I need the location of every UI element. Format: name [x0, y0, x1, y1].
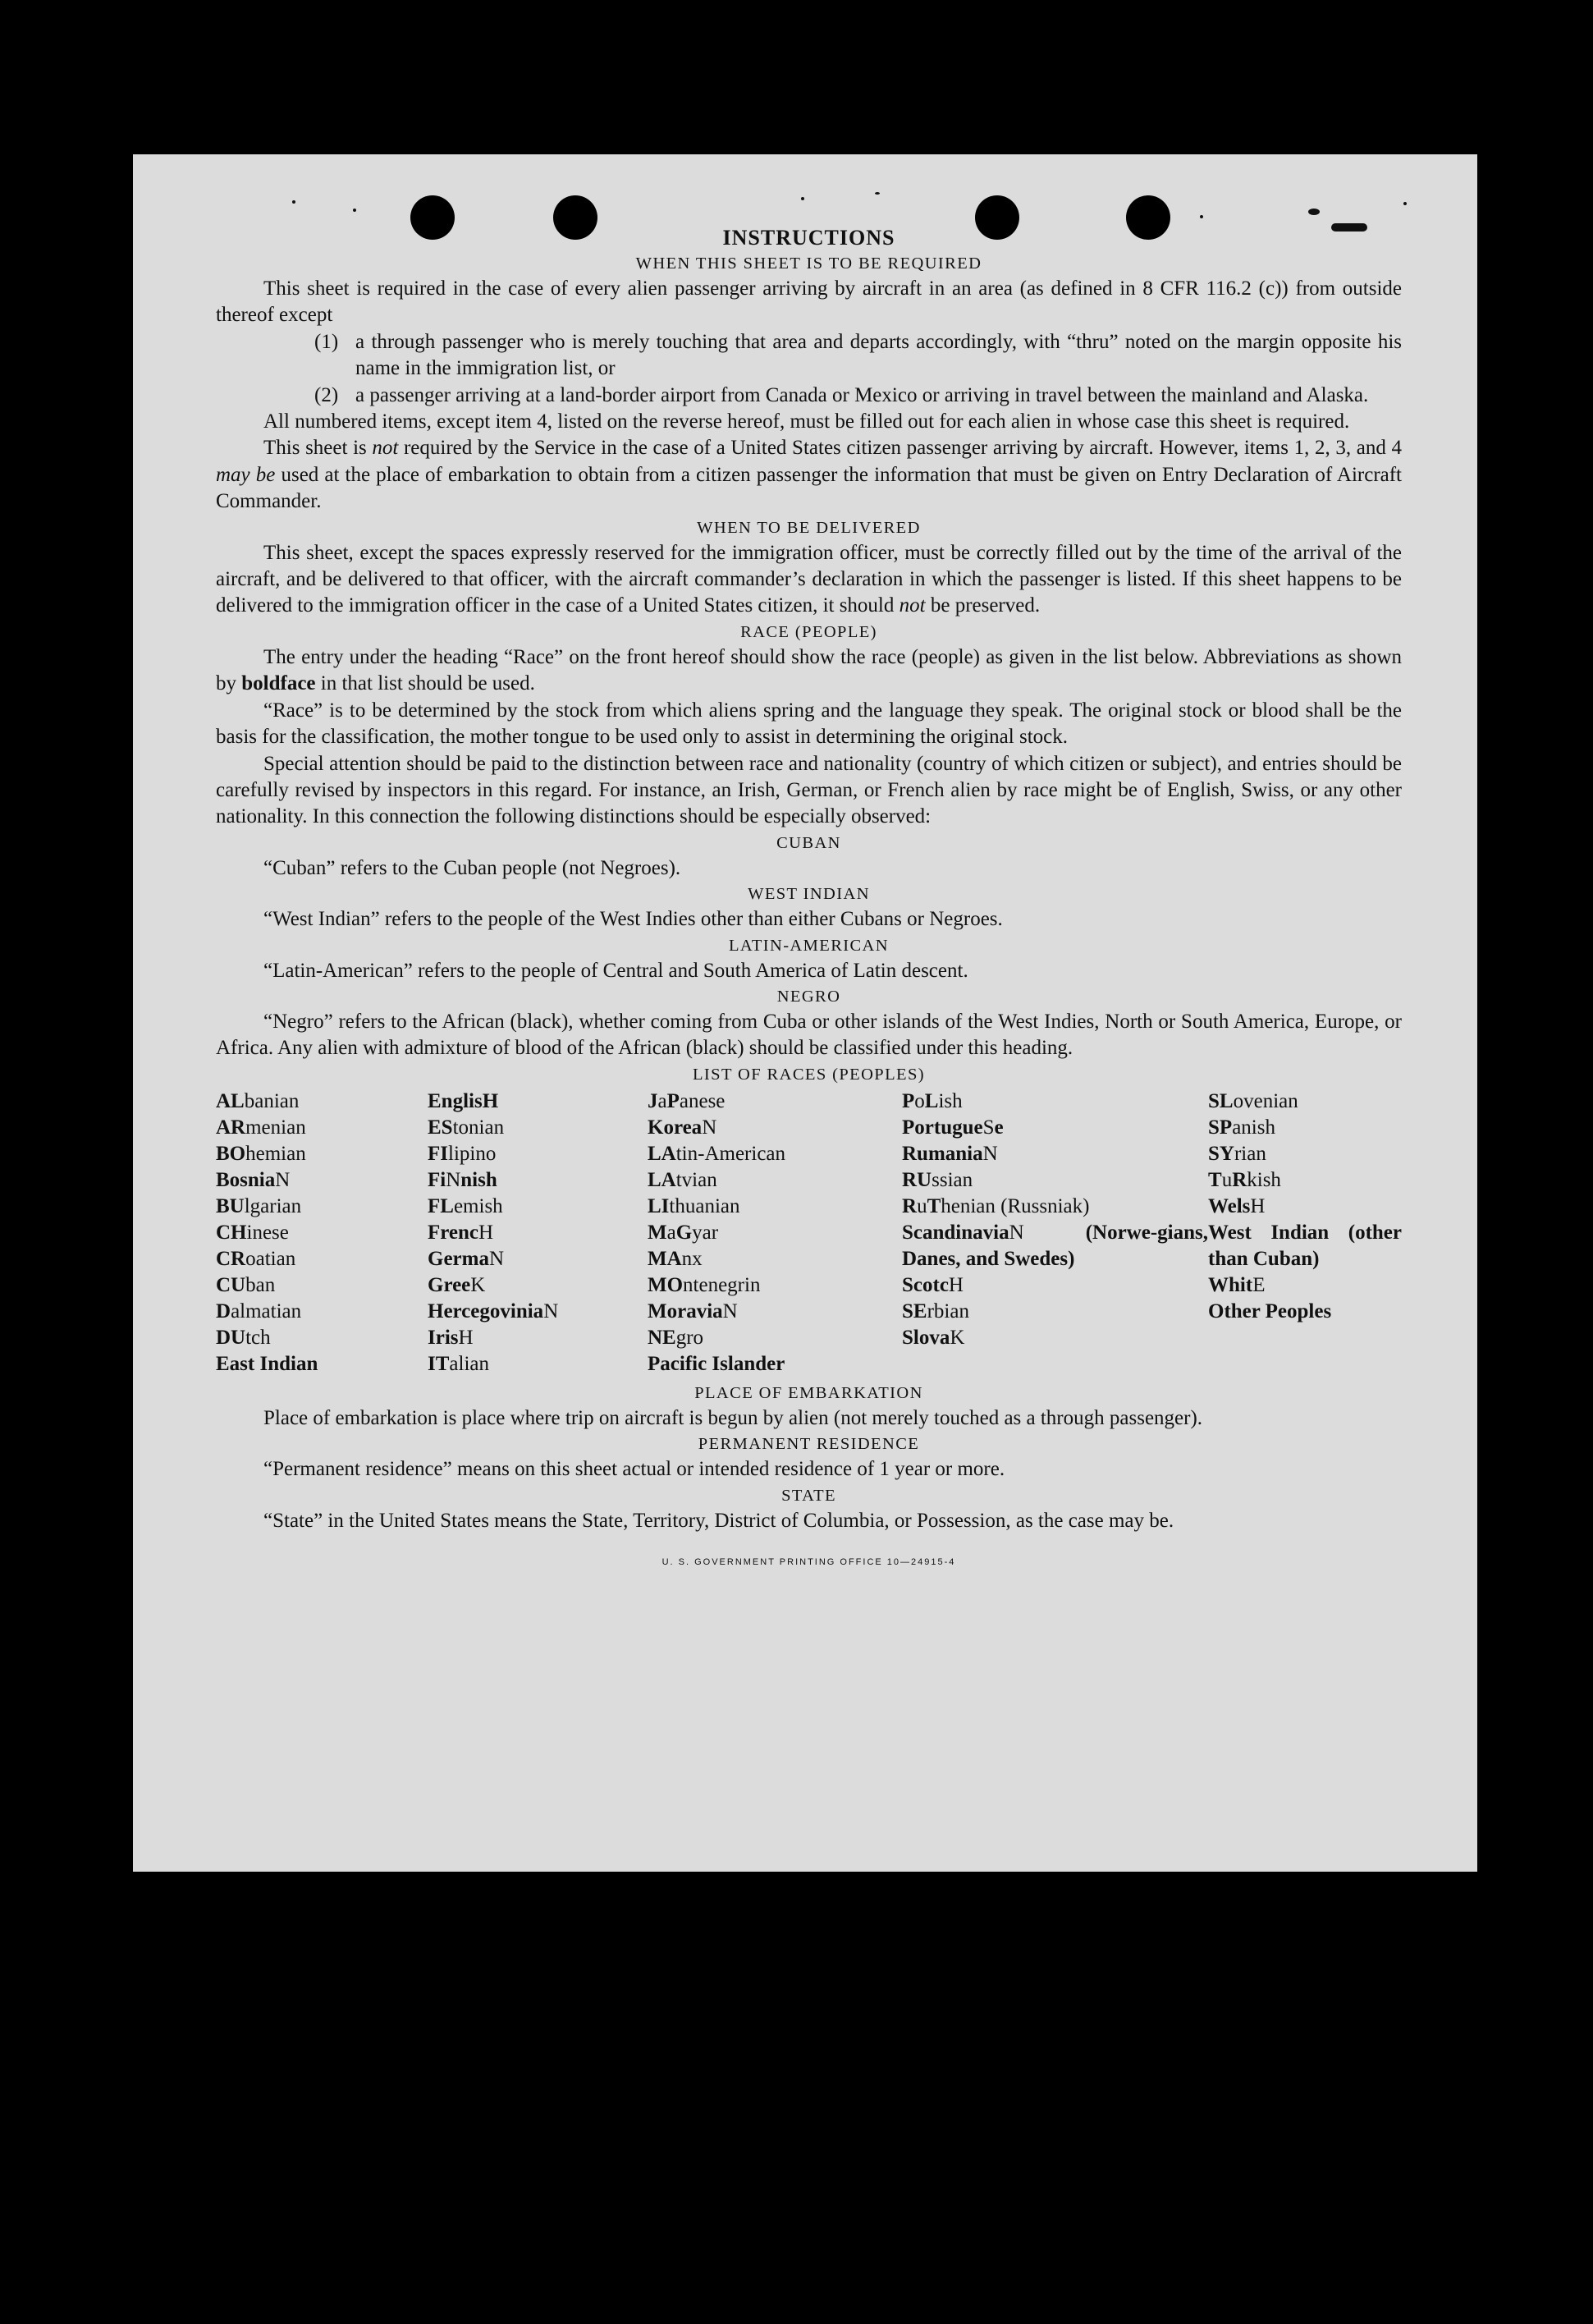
race-item: GreeK	[428, 1273, 486, 1296]
ink-speck	[1308, 209, 1320, 215]
paragraph: All numbered items, except item 4, listed on the reverse hereof, must be filled out for each alien in whose case this sheet is required.	[263, 410, 1350, 433]
paragraph: “Latin-American” refers to the people of Central and South America of Latin descent.	[263, 959, 968, 982]
section-heading: CUBAN	[776, 833, 841, 852]
race-item: MaGyar	[648, 1221, 719, 1244]
ink-speck	[1403, 202, 1407, 205]
race-item: FIlipino	[428, 1142, 497, 1165]
race-item: HercegoviniaN	[428, 1300, 559, 1322]
race-item: RumaniaN	[902, 1142, 998, 1165]
paragraph: This sheet, except the spaces expressly reserved for the immigration officer, must be correctly filled out by the time of the arrival of the aircraft, and be delivered to that officer, with the aircraft commander’s declaration in which the passenger is listed. If this sheet happens to be delivered to the immigration officer in the case of a United States citizen, it should not be preserved.	[216, 541, 1402, 617]
race-column	[216, 1089, 428, 1377]
section-heading: STATE	[781, 1486, 836, 1505]
race-item: SErbian	[902, 1300, 969, 1322]
list-text: a through passenger who is merely touching that area and departs accordingly, with “thru” noted on the margin opposite his name in the immigration list, or	[355, 330, 1402, 380]
section-heading: NEGRO	[776, 987, 841, 1006]
race-item: Pacific Islander	[648, 1352, 785, 1375]
race-item: GermaN	[428, 1247, 505, 1270]
race-item: RUssian	[902, 1168, 973, 1191]
race-item: East Indian	[216, 1352, 318, 1375]
race-item: Dalmatian	[216, 1300, 302, 1322]
list-number: (1)	[314, 330, 339, 353]
section-heading: LIST OF RACES (PEOPLES)	[693, 1065, 925, 1084]
section-heading: PERMANENT RESIDENCE	[698, 1435, 920, 1454]
race-item: LAtvian	[648, 1168, 717, 1191]
race-column	[428, 1089, 648, 1377]
ink-speck	[875, 192, 880, 195]
race-item: NEgro	[648, 1326, 704, 1349]
paragraph: “Cuban” refers to the Cuban people (not Negroes).	[263, 856, 681, 879]
race-item: IrisH	[428, 1326, 474, 1349]
race-item: FLemish	[428, 1194, 503, 1217]
paragraph: This sheet is required in the case of every alien passenger arriving by aircraft in an area (as defined in 8 CFR 116.2 (c)) from outside thereof except	[216, 277, 1402, 327]
ink-speck	[801, 197, 804, 200]
race-column	[902, 1089, 1208, 1377]
race-item: LAtin-American	[648, 1142, 786, 1165]
race-item: TuRkish	[1208, 1168, 1281, 1191]
race-item: WhitE	[1208, 1273, 1266, 1296]
race-item: JaPanese	[648, 1089, 726, 1112]
paragraph: “State” in the United States means the State, Territory, District of Columbia, or Possession, as the case may be.	[263, 1509, 1174, 1532]
race-item: BOhemian	[216, 1142, 306, 1165]
paragraph: The entry under the heading “Race” on the front hereof should show the race (people) as given in the list below. Abbreviations as shown by boldface in that list should be used.	[216, 645, 1402, 695]
race-item: EnglisH	[428, 1089, 499, 1112]
section-heading: LATIN-AMERICAN	[729, 936, 889, 955]
race-column	[1208, 1089, 1402, 1377]
paragraph: “Permanent residence” means on this sheet actual or intended residence of 1 year or more.	[263, 1458, 1005, 1481]
race-item: ALbanian	[216, 1089, 300, 1112]
page-title: INSTRUCTIONS	[722, 226, 895, 250]
race-column	[648, 1089, 902, 1377]
paragraph: Place of embarkation is place where trip on aircraft is begun by alien (not merely touched as a through passenger).	[263, 1406, 1203, 1429]
race-item: CRoatian	[216, 1247, 296, 1270]
printer-imprint: U. S. GOVERNMENT PRINTING OFFICE 10—24915-4	[661, 1556, 956, 1567]
race-item: CUban	[216, 1273, 276, 1296]
race-item: FiNnish	[428, 1168, 497, 1191]
section-heading: WHEN THIS SHEET IS TO BE REQUIRED	[635, 254, 982, 273]
race-item: MoraviaN	[648, 1300, 738, 1322]
race-item: RuThenian (Russniak)	[902, 1194, 1090, 1217]
paragraph: Special attention should be paid to the distinction between race and nationality (country of which citizen or subject), and entries should be carefully revised by inspectors in this regard. For instance, an Irish, German, or French alien by race might be of English, Swiss, or any other nationality. In this connection the following distinctions should be especially observed:	[216, 752, 1402, 828]
race-item: SLovenian	[1208, 1089, 1298, 1112]
list-text: a passenger arriving at a land-border airport from Canada or Mexico or arriving in travel between the mainland and Alaska.	[355, 383, 1369, 406]
race-item: FrencH	[428, 1221, 494, 1244]
race-item: EStonian	[428, 1116, 505, 1139]
ink-speck	[292, 200, 295, 204]
race-list	[216, 1089, 1402, 1377]
race-item: WelsH	[1208, 1194, 1266, 1217]
race-item: SlovaK	[902, 1326, 965, 1349]
section-heading: PLACE OF EMBARKATION	[694, 1383, 923, 1402]
race-item: PoLish	[902, 1089, 963, 1112]
paragraph: “Negro” refers to the African (black), whether coming from Cuba or other islands of the West Indies, North or South America, Europe, or Africa. Any alien with admixture of blood of the African (black) should be classified under this heading.	[216, 1010, 1402, 1060]
race-item: ARmenian	[216, 1116, 306, 1139]
race-item: BosniaN	[216, 1168, 291, 1191]
paragraph: “West Indian” refers to the people of the West Indies other than either Cubans or Negroes.	[263, 908, 1003, 931]
race-item: SPanish	[1208, 1116, 1275, 1139]
race-item: KoreaN	[648, 1116, 717, 1139]
race-item: MAnx	[648, 1247, 703, 1270]
section-heading: RACE (PEOPLE)	[740, 622, 877, 641]
race-item: CHinese	[216, 1221, 289, 1244]
paragraph: This sheet is not required by the Service in the case of a United States citizen passenger arriving by aircraft. However, items 1, 2, 3, and 4 may be used at the place of embarkation to obtain from a citizen passenger the information that must be given on Entry Declaration of Aircraft Commander.	[216, 437, 1403, 513]
ink-speck	[1200, 215, 1203, 218]
race-item: Other Peoples	[1208, 1300, 1332, 1322]
race-item: ScandinaviaN (Norwe-gians, Danes, and Swedes)	[902, 1221, 1208, 1270]
document-page	[133, 154, 1477, 1872]
race-item: DUtch	[216, 1326, 271, 1349]
paragraph: “Race” is to be determined by the stock from which aliens spring and the language they speak. The original stock or blood shall be the basis for the classification, the mother tongue to be used only to assist in determining the original stock.	[216, 699, 1402, 749]
section-heading: WHEN TO BE DELIVERED	[697, 518, 921, 537]
instructions-body	[216, 220, 1402, 1575]
race-item: LIthuanian	[648, 1194, 740, 1217]
section-heading: WEST INDIAN	[748, 885, 870, 904]
race-item: SYrian	[1208, 1142, 1266, 1165]
race-item: BUlgarian	[216, 1194, 302, 1217]
list-item	[216, 383, 1402, 409]
race-item: ScotcH	[902, 1273, 964, 1296]
list-number: (2)	[314, 383, 339, 406]
race-item: ITalian	[428, 1352, 489, 1375]
race-item: PortugueSe	[902, 1116, 1004, 1139]
race-item: MOntenegrin	[648, 1273, 761, 1296]
race-item: West Indian (other than Cuban)	[1208, 1221, 1402, 1270]
list-item	[216, 329, 1402, 383]
ink-speck	[353, 209, 356, 212]
